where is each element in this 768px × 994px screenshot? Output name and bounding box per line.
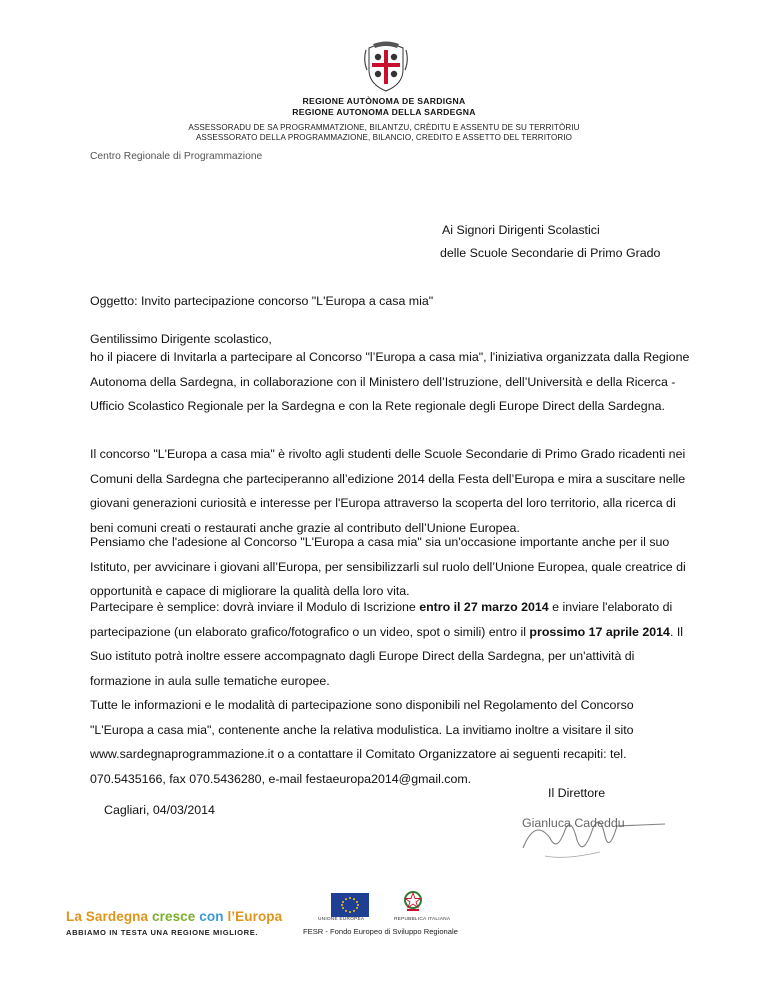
region-emblem-icon	[363, 40, 409, 92]
paragraph-invitation: ho il piacere di Invitarla a partecipare al Concorso "l’Europa a casa mia", l'iniziativa organizzata dalla Regione Autonoma della Sardegna, in collaborazione con il Ministero dell’Istruzione, dell’Università e della Ricerca - Ufficio Scolastico Regionale per la Sardegna e con la Rete regionale degli Europe Direct della Sardegna.	[90, 350, 690, 414]
deadlines-text-c: . Il Suo istituto potrà inoltre essere accompagnato dagli Europe Direct della Sardegna, per un'attività di formazione in aula sulle tematiche europee.	[90, 624, 684, 688]
slogan-tagline: ABBIAMO IN TESTA UNA REGIONE MIGLIORE.	[66, 928, 259, 937]
paragraph-deadlines	[90, 595, 690, 693]
fund-name: FESR - Fondo Europeo di Sviluppo Regionale	[303, 927, 458, 936]
deadline-submission: prossimo 17 aprile 2014	[529, 624, 670, 639]
assessorato-italian: ASSESSORATO DELLA PROGRAMMAZIONE, BILANCIO, CREDITO E ASSETTO DEL TERRITORIO	[195, 133, 573, 142]
deadlines-text-b: e inviare l'elaborato di partecipazione (un elaborato grafico/fotografico o un video, spot o simili) entro il	[90, 600, 673, 639]
italian-republic-caption: REPUBBLICA ITALIANA	[394, 917, 451, 922]
region-name-sardinian: REGIONE AUTÒNOMA DE SARDIGNA	[302, 96, 466, 106]
eu-caption: UNIONE EUROPEA	[318, 917, 365, 922]
office-name: Centro Regionale di Programmazione	[90, 151, 263, 162]
paragraph-information: Tutte le informazioni e le modalità di partecipazione sono disponibili nel Regolamento del Concorso "L'Europa a casa mia", contenente anche la relativa modulistica. La invitiamo inoltre a visitare il sito www.sardegnaprogrammazione.it o a contattare il Comitato Organizzatore ai seguenti recapiti: tel. 070.5435166, fax 070.5436280, e-mail festaeuropa2014@gmail.com.	[90, 698, 634, 786]
letter-date: Cagliari, 04/03/2014	[104, 803, 215, 817]
slogan-main: La Sardegna cresce con l’Europa	[66, 909, 283, 924]
letter-greeting: Gentilissimo Dirigente scolastico,	[90, 332, 272, 346]
paragraph-contest-description: Il concorso "L'Europa a casa mia" è rivolto agli studenti delle Scuole Secondarie di Primo Grado ricadenti nei Comuni della Sardegna che parteciperanno all’edizione 2014 della Festa dell’Europa e mira a suscitare nelle giovani generazioni curiosità e interesse per l'Europa attraverso la scoperta del loro territorio, alla ricerca di beni comuni creati o restaurati anche grazie al contributo dell’Unione Europea.	[90, 447, 686, 535]
assessorato-sardinian: ASSESSORADU DE SA PROGRAMMATZIONE, BILANTZU, CRÈDITU E ASSENTU DE SU TERRITÒRIU	[188, 123, 580, 132]
letter-subject: Oggetto: Invito partecipazione concorso "L'Europa a casa mia"	[90, 294, 434, 308]
signer-name: Gianluca Cadeddu	[522, 816, 625, 830]
paragraph-importance: Pensiamo che l'adesione al Concorso "L'Europa a casa mia" sia un'occasione importante anche per il suo Istituto, per avvicinare i giovani all’Europa, per sensibilizzarli sul ruolo dell’Unione Europea, quale creatrice di opportunità e capace di migliorare la qualità della loro vita.	[90, 535, 686, 599]
addressee-line-1: Ai Signori Dirigenti Scolastici	[442, 223, 600, 237]
handwritten-signature	[505, 808, 670, 868]
deadline-registration: entro il 27 marzo 2014	[419, 600, 549, 614]
italian-republic-emblem-icon	[402, 889, 424, 913]
deadlines-text-a: Partecipare è semplice: dovrà inviare il Modulo di Iscrizione	[90, 600, 420, 614]
signer-role: Il Direttore	[548, 786, 606, 800]
addressee-line-2: delle Scuole Secondarie di Primo Grado	[440, 246, 661, 260]
eu-flag-icon	[331, 893, 369, 917]
region-name-italian: REGIONE AUTONOMA DELLA SARDEGNA	[292, 107, 476, 117]
